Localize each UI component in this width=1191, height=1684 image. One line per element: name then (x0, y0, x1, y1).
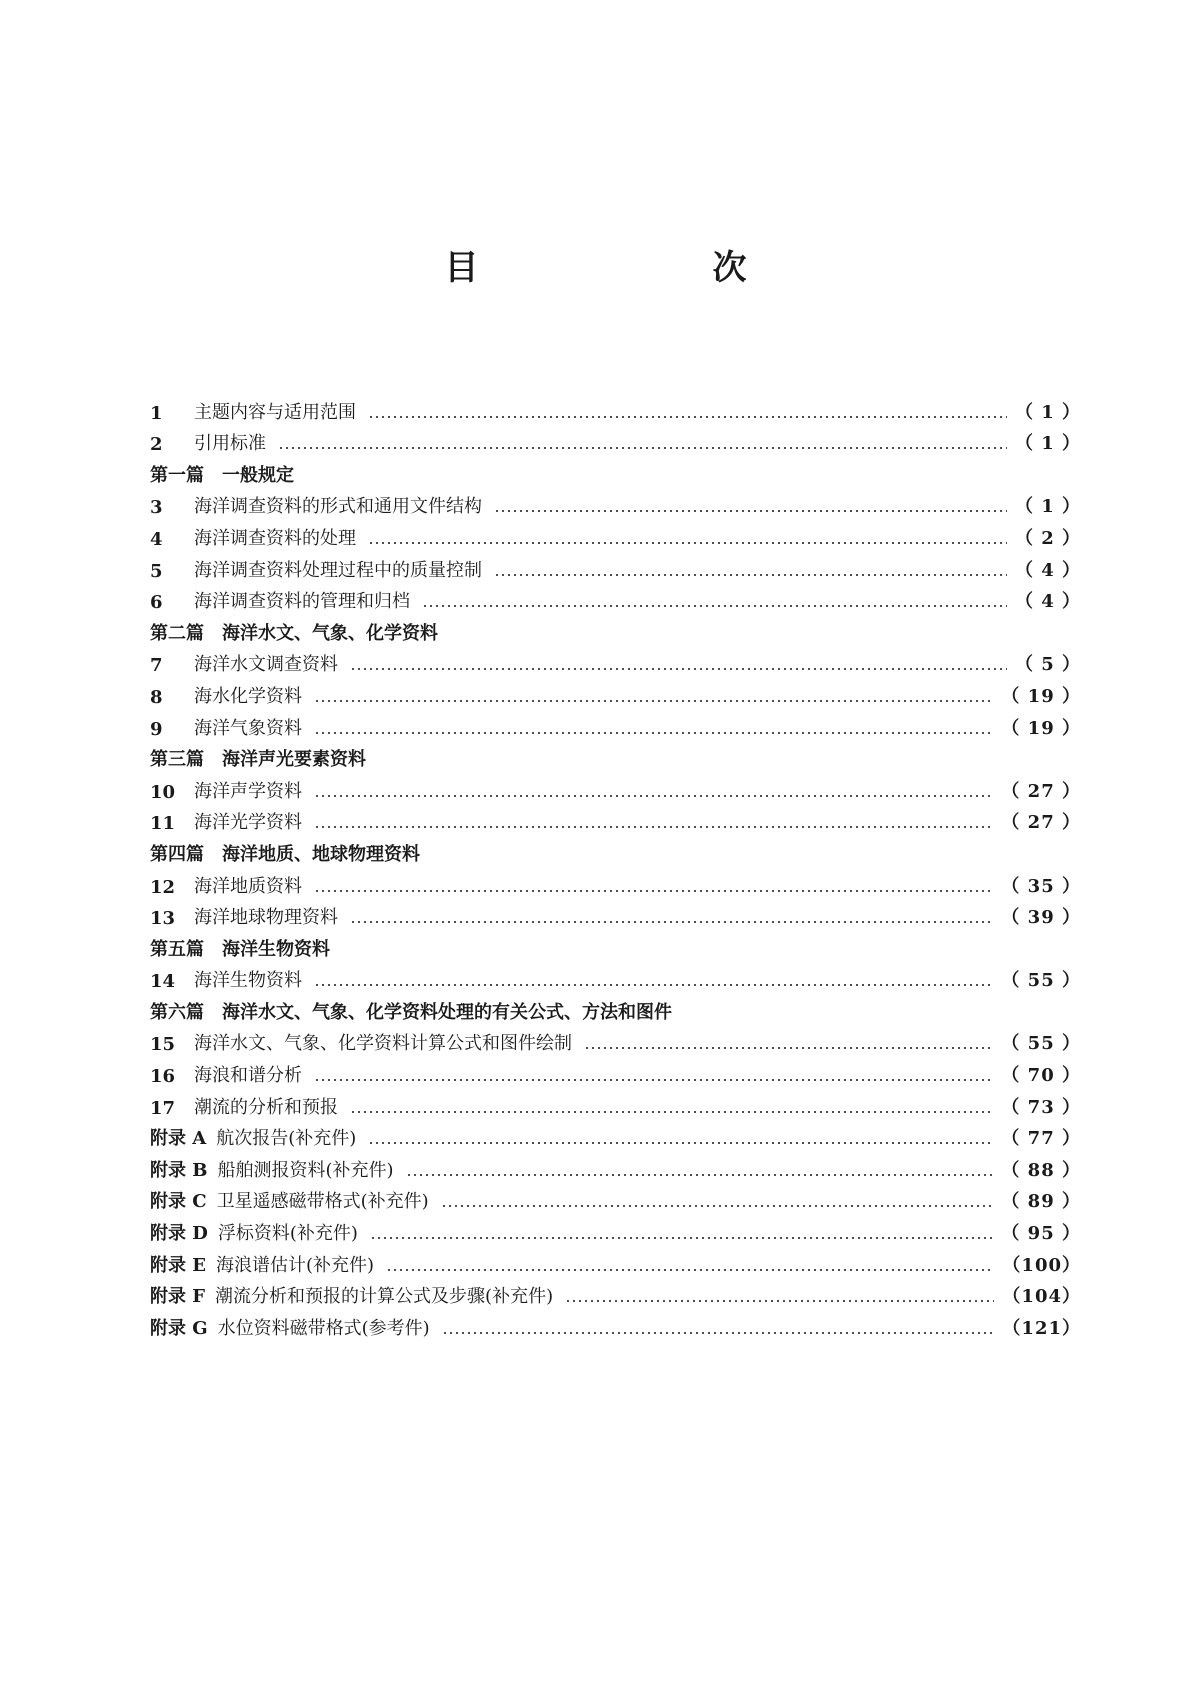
entry-title: 引用标准 (194, 433, 266, 455)
entry-number: 15 (150, 1034, 176, 1056)
toc-part-heading[interactable] (150, 929, 1081, 961)
entry-number: 13 (150, 908, 176, 930)
entry-page-number: （ 39 ） (1001, 907, 1081, 929)
entry-title: 水位资料磁带格式(参考件) (217, 1317, 430, 1339)
toc-entry[interactable] (150, 898, 1081, 930)
toc-entry[interactable] (150, 771, 1081, 803)
dot-leader (350, 668, 1007, 670)
dot-leader (314, 890, 993, 892)
entry-page-number: （ 77 ） (1001, 1128, 1081, 1150)
entry-page-number: （121） (1002, 1317, 1081, 1339)
toc-entry[interactable] (150, 1150, 1081, 1182)
entry-page-number: （ 5 ） (1014, 654, 1081, 676)
dot-leader (494, 574, 1007, 576)
entry-page-number: （ 70 ） (1001, 1065, 1081, 1087)
entry-title: 海浪谱估计(补充件) (216, 1254, 375, 1276)
entry-title: 海浪和谱分析 (194, 1065, 302, 1087)
entry-number: 7 (150, 655, 163, 677)
toc-entry[interactable] (150, 676, 1081, 708)
entry-title: 海洋气象资料 (194, 717, 302, 739)
part-title: 第五篇 海洋生物资料 (150, 938, 330, 960)
entry-title: 潮流的分析和预报 (194, 1096, 338, 1118)
entry-title: 浮标资料(补充件) (217, 1223, 358, 1245)
dot-leader (314, 700, 993, 702)
toc-entry[interactable] (150, 550, 1081, 582)
toc-entry[interactable] (150, 803, 1081, 835)
dot-leader (314, 732, 993, 734)
entry-number: 17 (150, 1097, 176, 1119)
toc-entry[interactable] (150, 1277, 1081, 1309)
entry-page-number: （ 4 ） (1014, 559, 1081, 581)
entry-number: 2 (150, 434, 163, 456)
entry-title: 海洋光学资料 (194, 812, 302, 834)
entry-number: 附录 D (150, 1223, 208, 1245)
toc-part-heading[interactable] (150, 455, 1081, 487)
dot-leader (565, 1300, 994, 1302)
toc-entry[interactable] (150, 961, 1081, 993)
dot-leader (368, 1142, 993, 1144)
entry-title: 海洋调查资料的处理 (194, 527, 356, 549)
toc-list (150, 392, 1081, 1340)
entry-title: 海洋水文调查资料 (194, 654, 338, 676)
toc-part-heading[interactable] (150, 613, 1081, 645)
dot-leader (441, 1205, 994, 1207)
entry-title: 潮流分析和预报的计算公式及步骤(补充件) (215, 1286, 554, 1308)
entry-page-number: （ 55 ） (1001, 1033, 1081, 1055)
dot-leader (368, 416, 1007, 418)
dot-leader (350, 921, 993, 923)
toc-part-heading[interactable] (150, 992, 1081, 1024)
toc-entry[interactable] (150, 582, 1081, 614)
part-title: 第二篇 海洋水文、气象、化学资料 (150, 622, 438, 644)
part-title: 第一篇 一般规定 (150, 464, 294, 486)
toc-entry[interactable] (150, 1182, 1081, 1214)
entry-number: 4 (150, 528, 163, 550)
entry-number: 8 (150, 686, 163, 708)
entry-number: 附录 G (150, 1317, 208, 1339)
entry-page-number: （ 27 ） (1001, 812, 1081, 834)
entry-title: 海洋地质资料 (194, 875, 302, 897)
entry-number: 附录 B (150, 1159, 208, 1181)
dot-leader (422, 605, 1007, 607)
entry-number: 10 (150, 781, 176, 803)
entry-number: 9 (150, 718, 163, 740)
toc-entry[interactable] (150, 487, 1081, 519)
dot-leader (314, 826, 993, 828)
entry-page-number: （ 88 ） (1001, 1159, 1081, 1181)
entry-page-number: （ 4 ） (1014, 591, 1081, 613)
entry-page-number: （ 73 ） (1001, 1096, 1081, 1118)
entry-title: 海洋水文、气象、化学资料计算公式和图件绘制 (194, 1033, 572, 1055)
entry-title: 主题内容与适用范围 (194, 401, 356, 423)
entry-number: 附录 F (150, 1286, 206, 1308)
part-title: 第四篇 海洋地质、地球物理资料 (150, 843, 420, 865)
dot-leader (314, 795, 993, 797)
dot-leader (368, 542, 1007, 544)
entry-page-number: （ 35 ） (1001, 875, 1081, 897)
entry-number: 12 (150, 876, 176, 898)
entry-page-number: （100） (1002, 1254, 1081, 1276)
toc-entry[interactable] (150, 1213, 1081, 1245)
toc-entry[interactable] (150, 1087, 1081, 1119)
entry-number: 11 (150, 813, 176, 835)
entry-page-number: （ 1 ） (1014, 496, 1081, 518)
entry-title: 海水化学资料 (194, 685, 302, 707)
entry-number: 14 (150, 971, 176, 993)
dot-leader (350, 1111, 993, 1113)
toc-entry[interactable] (150, 392, 1081, 424)
entry-page-number: （ 27 ） (1001, 780, 1081, 802)
toc-entry[interactable] (150, 1024, 1081, 1056)
toc-entry[interactable] (150, 1308, 1081, 1340)
entry-title: 卫星遥感磁带格式(补充件) (216, 1191, 429, 1213)
toc-entry[interactable] (150, 866, 1081, 898)
toc-entry[interactable] (150, 518, 1081, 550)
toc-entry[interactable] (150, 645, 1081, 677)
entry-number: 附录 A (150, 1128, 207, 1150)
entry-title: 航次报告(补充件) (216, 1128, 357, 1150)
entry-page-number: （ 1 ） (1014, 401, 1081, 423)
dot-leader (314, 1079, 993, 1081)
dot-leader (584, 1047, 993, 1049)
entry-page-number: （ 19 ） (1001, 717, 1081, 739)
entry-number: 5 (150, 560, 163, 582)
toc-part-heading[interactable] (150, 834, 1081, 866)
toc-entry[interactable] (150, 1245, 1081, 1277)
dot-leader (370, 1237, 993, 1239)
dot-leader (386, 1269, 994, 1271)
entry-number: 3 (150, 497, 163, 519)
entry-title: 船舶测报资料(补充件) (217, 1159, 394, 1181)
entry-title: 海洋声学资料 (194, 780, 302, 802)
part-title: 第六篇 海洋水文、气象、化学资料处理的有关公式、方法和图件 (150, 1001, 672, 1023)
toc-entry[interactable] (150, 1055, 1081, 1087)
entry-title: 海洋地球物理资料 (194, 907, 338, 929)
entry-page-number: （ 1 ） (1014, 433, 1081, 455)
entry-page-number: （ 89 ） (1001, 1191, 1081, 1213)
page-title: 目 次 (444, 248, 847, 288)
entry-title: 海洋生物资料 (194, 970, 302, 992)
entry-title: 海洋调查资料的管理和归档 (194, 591, 410, 613)
dot-leader (442, 1332, 995, 1334)
dot-leader (278, 447, 1007, 449)
part-title: 第三篇 海洋声光要素资料 (150, 749, 366, 771)
entry-page-number: （ 55 ） (1001, 970, 1081, 992)
entry-number: 1 (150, 402, 163, 424)
entry-page-number: （ 95 ） (1001, 1223, 1081, 1245)
entry-page-number: （ 2 ） (1014, 527, 1081, 549)
entry-number: 6 (150, 592, 163, 614)
toc-entry[interactable] (150, 1119, 1081, 1151)
entry-page-number: （ 19 ） (1001, 685, 1081, 707)
entry-number: 16 (150, 1066, 176, 1088)
dot-leader (494, 510, 1007, 512)
entry-number: 附录 C (150, 1191, 207, 1213)
dot-leader (406, 1174, 994, 1176)
toc-entry[interactable] (150, 708, 1081, 740)
toc-entry[interactable] (150, 424, 1081, 456)
entry-number: 附录 E (150, 1254, 206, 1276)
entry-title: 海洋调查资料的形式和通用文件结构 (194, 496, 482, 518)
entry-page-number: （104） (1002, 1286, 1081, 1308)
entry-title: 海洋调查资料处理过程中的质量控制 (194, 559, 482, 581)
dot-leader (314, 984, 993, 986)
toc-part-heading[interactable] (150, 740, 1081, 772)
